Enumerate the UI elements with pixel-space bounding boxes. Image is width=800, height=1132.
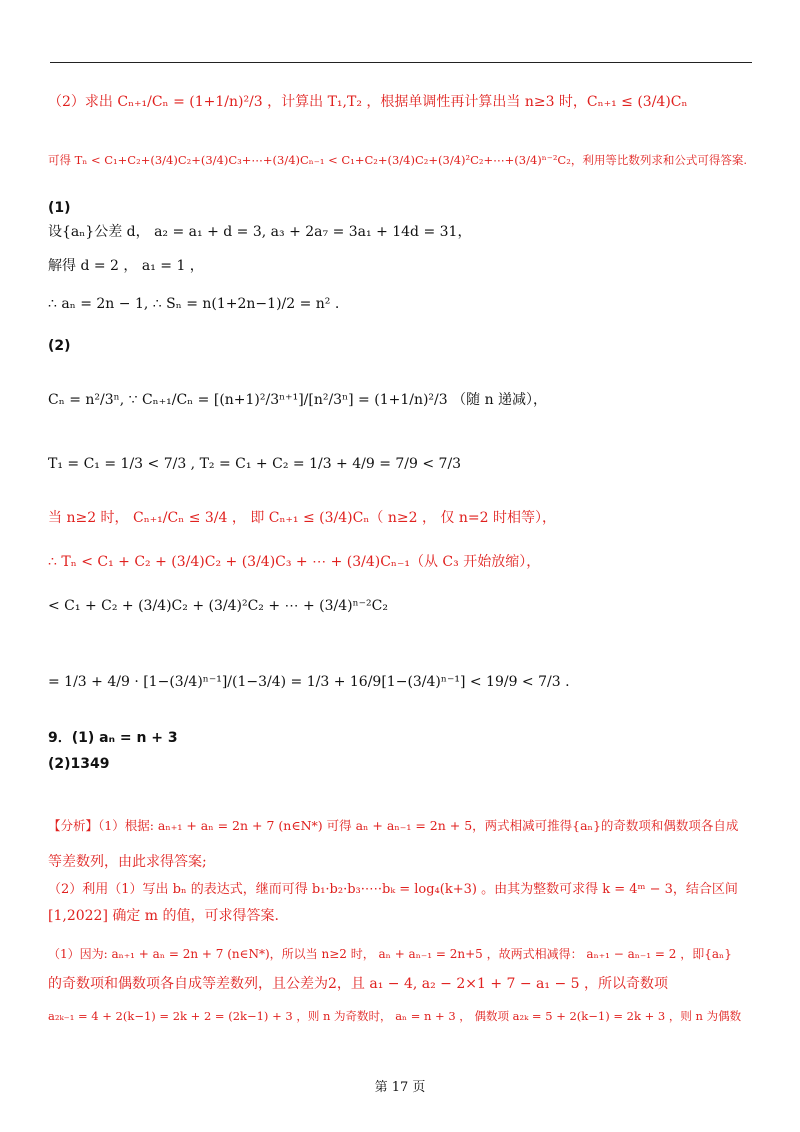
text-line: （2）利用（1）写出 bₙ 的表达式，继而可得 b₁·b₂·b₃·⋯·bₖ = log₄(k+3) 。由其为整数可求得 k = 4ᵐ − 3，结合区间 <box>48 882 738 897</box>
text-line: (2)1349 <box>48 756 110 772</box>
text-line: < C₁ + C₂ + (3/4)C₂ + (3/4)²C₂ + ⋯ + (3/4)ⁿ⁻²C₂ <box>48 598 388 614</box>
text-line: T₁ = C₁ = 1/3 < 7/3 , T₂ = C₁ + C₂ = 1/3 + 4/9 = 7/9 < 7/3 <box>48 456 462 472</box>
text-line: 解得 d = 2 ， a₁ = 1 ， <box>48 258 204 274</box>
text-line: (2) <box>48 338 71 354</box>
text-line: 的奇数项和偶数项各自成等差数列，且公差为2，且 a₁ − 4, a₂ − 2×1 + 7 − a₁ − 5 ，所以奇数项 <box>48 976 669 992</box>
text-line: ∴ Tₙ < C₁ + C₂ + (3/4)C₂ + (3/4)C₃ + ⋯ + (3/4)Cₙ₋₁（从 C₃ 开始放缩）， <box>48 554 541 570</box>
text-line: （1）因为: aₙ₊₁ + aₙ = 2n + 7 (n∈N*)，所以当 n≥2 时， aₙ + aₙ₋₁ = 2n+5 ，故两式相减得： aₙ₊₁ − aₙ₋₁ = 2 ，即{aₙ} <box>48 947 732 961</box>
text-line: 【分析】（1）根据: aₙ₊₁ + aₙ = 2n + 7 (n∈N*) 可得 aₙ + aₙ₋₁ = 2n + 5，两式相减可推得{aₙ}的奇数项和偶数项各自成 <box>48 818 739 833</box>
text-line: 设{aₙ}公差 d， a₂ = a₁ + d = 3, a₃ + 2a₇ = 3a₁ + 14d = 31， <box>48 224 472 240</box>
text-line: ∴ aₙ = 2n − 1, ∴ Sₙ = n(1+2n−1)/2 = n² . <box>48 296 340 312</box>
text-line: Cₙ = n²/3ⁿ, ∵ Cₙ₊₁/Cₙ = [(n+1)²/3ⁿ⁺¹]/[n²/3ⁿ] = (1+1/n)²/3 （随 n 递减）， <box>48 392 548 408</box>
text-line: = 1/3 + 4/9 · [1−(3/4)ⁿ⁻¹]/(1−3/4) = 1/3 + 16/9[1−(3/4)ⁿ⁻¹] < 19/9 < 7/3 . <box>48 674 570 690</box>
text-line: [1,2022] 确定 m 的值，可求得答案. <box>48 908 279 924</box>
text-line: 等差数列，由此求得答案; <box>48 854 207 870</box>
text-line: 可得 Tₙ < C₁+C₂+(3/4)C₂+(3/4)C₃+⋯+(3/4)Cₙ₋₁ < C₁+C₂+(3/4)C₂+(3/4)²C₂+⋯+(3/4)ⁿ⁻²C₂，利用等比数列求和公式可得答案. <box>48 153 747 167</box>
text-line: （2）求出 Cₙ₊₁/Cₙ = (1+1/n)²/3 ，计算出 T₁,T₂ ，根据单调性再计算出当 n≥3 时，Cₙ₊₁ ≤ (3/4)Cₙ <box>48 94 688 110</box>
text-line: a₂ₖ₋₁ = 4 + 2(k−1) = 2k + 2 = (2k−1) + 3 ，则 n 为奇数时， aₙ = n + 3 ， 偶数项 a₂ₖ = 5 + 2(k−1) = 2k + 3 ，则 n 为偶数 <box>48 1009 742 1023</box>
header-rule <box>50 62 752 63</box>
text-line: 9．(1) aₙ = n + 3 <box>48 730 178 746</box>
page-footer: 第 17 页 <box>374 1080 426 1095</box>
text-line: 当 n≥2 时， Cₙ₊₁/Cₙ ≤ 3/4 ， 即 Cₙ₊₁ ≤ (3/4)Cₙ（ n≥2 ， 仅 n=2 时相等）， <box>48 510 556 526</box>
text-line: (1) <box>48 200 71 216</box>
